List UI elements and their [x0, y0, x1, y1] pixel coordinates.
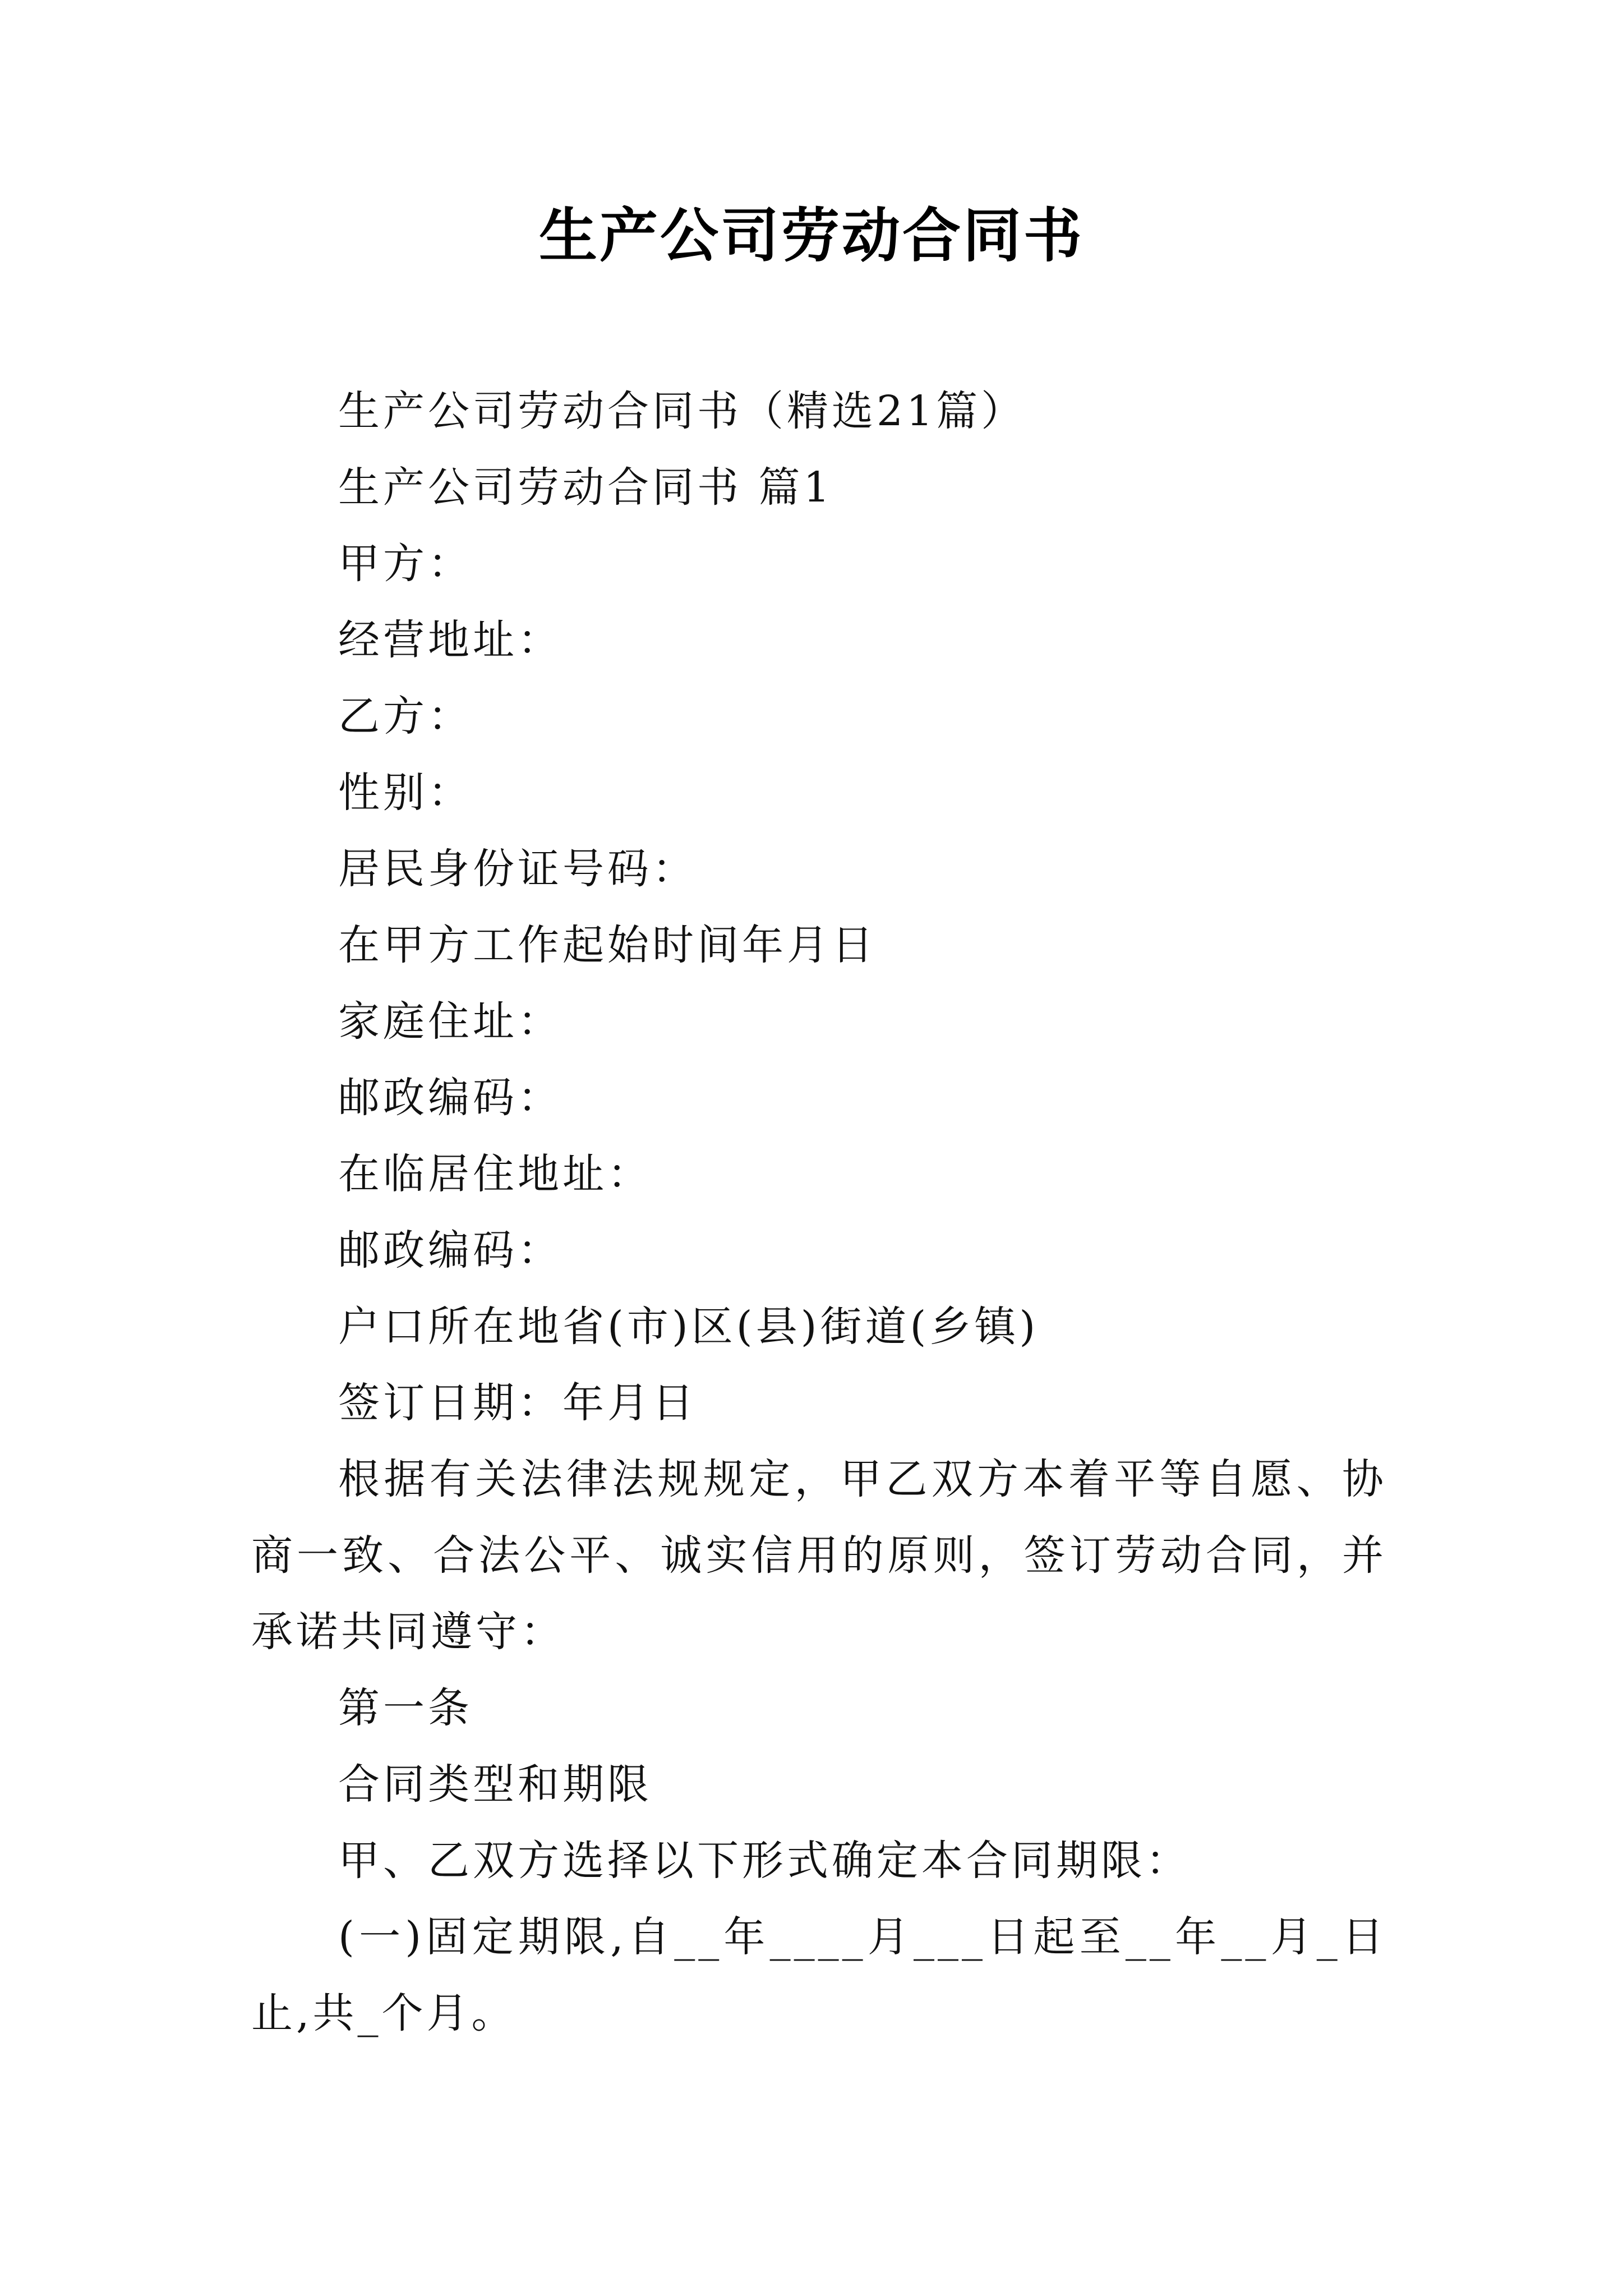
article-intro: 甲、乙双方选择以下形式确定本合同期限： [338, 1837, 1191, 1885]
article-heading: 第一条 [338, 1684, 473, 1732]
principle-paragraph: 根据有关法律法规规定，甲乙双方本着平等自愿、协商一致、合法公平、诚实信用的原则，签订劳动合同，并承诺共同遵守： [251, 1455, 1387, 1656]
document-title: 生产公司劳动合同书 [538, 201, 1084, 270]
party-b-field: 乙方： [338, 692, 473, 740]
start-date-field: 在甲方工作起始时间年月日 [338, 921, 877, 969]
subtitle-line: 生产公司劳动合同书（精选21篇） [338, 387, 1026, 435]
article-item-fixed-term: (一)固定期限,自__年____月___日起至__年__月_日止,共_个月。 [251, 1913, 1387, 2037]
gender-field: 性别： [338, 769, 473, 817]
party-a-field: 甲方： [338, 540, 473, 588]
home-address-field: 家庭住址： [338, 997, 562, 1046]
household-registration-field: 户口所在地省(市)区(县)街道(乡镇) [338, 1303, 1039, 1351]
business-address-field: 经营地址： [338, 616, 562, 664]
postal-code-field-2: 邮政编码： [338, 1226, 562, 1274]
article-title: 合同类型和期限 [338, 1760, 652, 1809]
temp-address-field: 在临居住地址： [338, 1150, 652, 1198]
postal-code-field: 邮政编码： [338, 1074, 562, 1122]
id-number-field: 居民身份证号码： [338, 845, 697, 893]
section-heading: 生产公司劳动合同书 篇1 [338, 463, 833, 512]
signing-date-field: 签订日期：年月日 [338, 1379, 697, 1427]
document-body [251, 373, 1387, 2051]
